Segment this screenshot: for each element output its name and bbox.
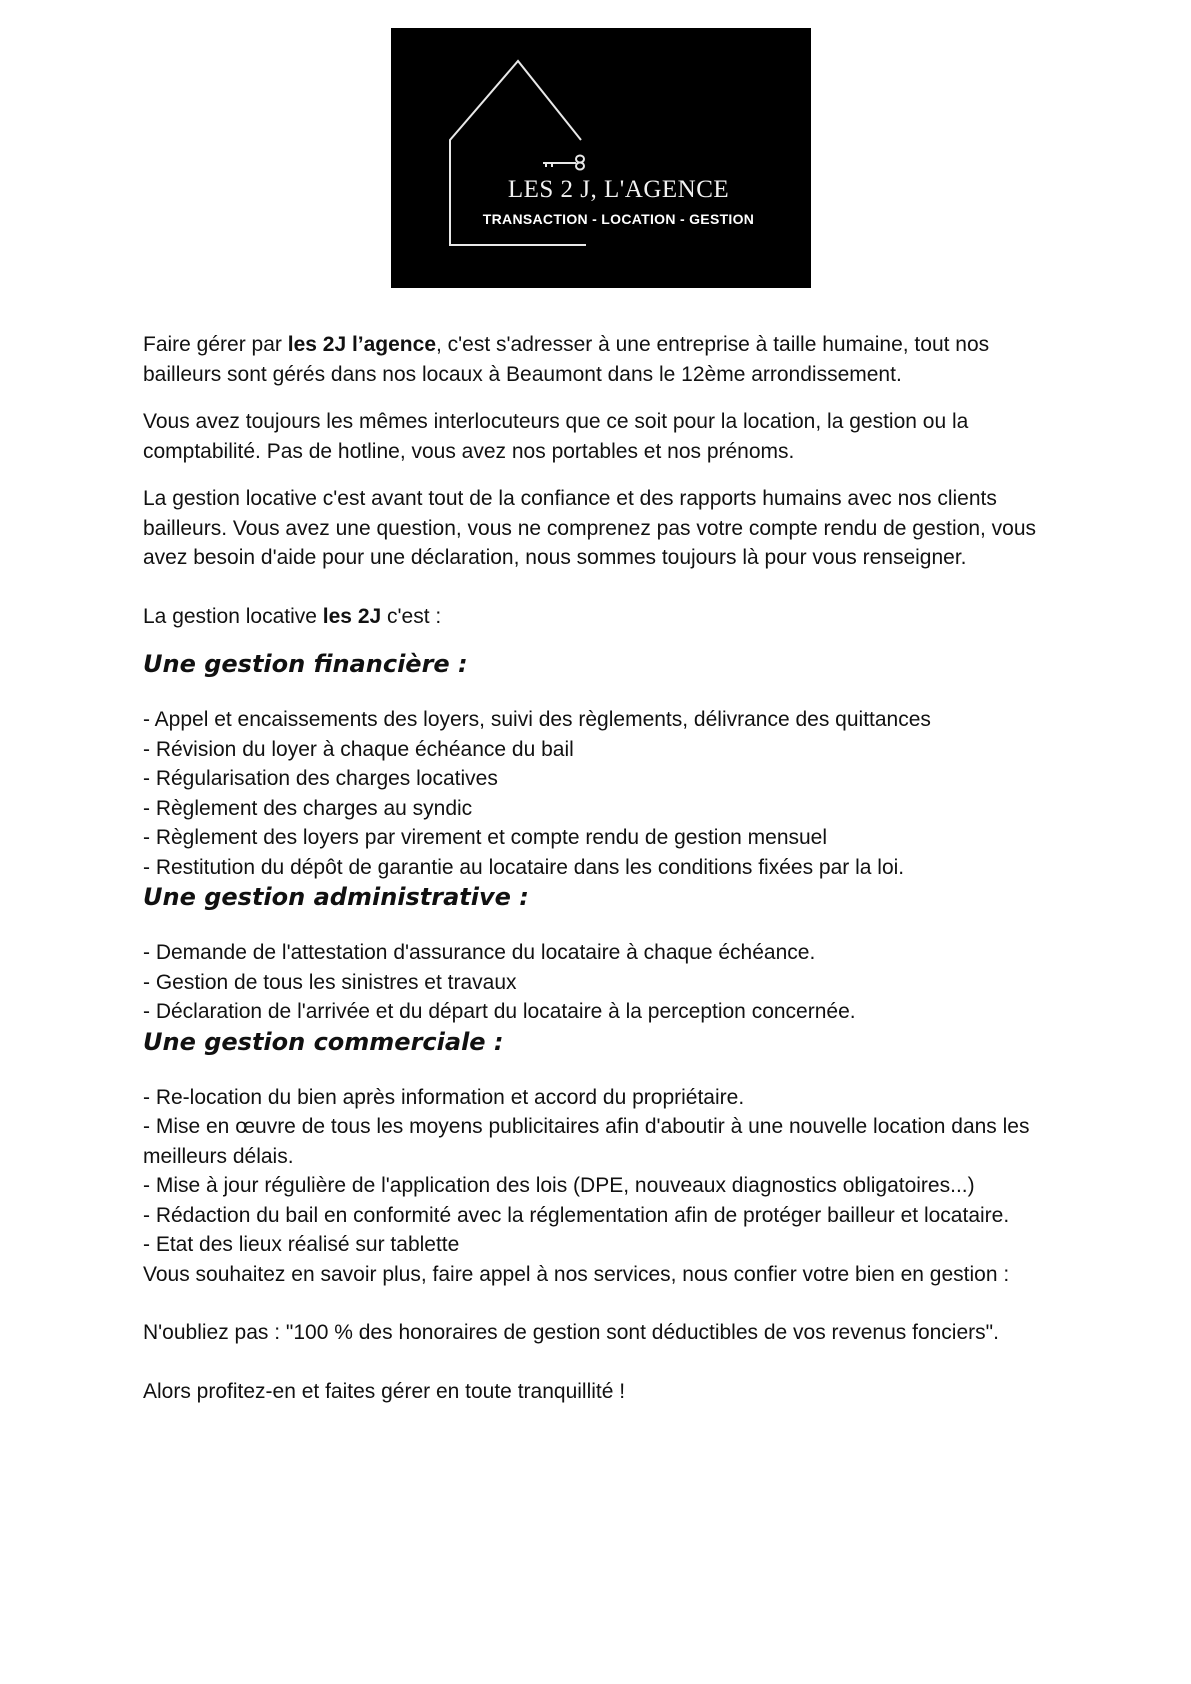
intro-text: Faire gérer par: [143, 333, 288, 356]
list-item: - Règlement des charges au syndic: [143, 796, 473, 820]
list-item: - Rédaction du bail en conformité avec la réglementation afin de protéger bailleur et locataire.: [143, 1203, 1010, 1227]
closing-section: [143, 1260, 1073, 1407]
list-item: - Régularisation des charges locatives: [143, 767, 498, 790]
lead-text: La gestion locative: [143, 604, 323, 628]
list-item: - Restitution du dépôt de garantie au locataire dans les conditions fixées par la loi.: [143, 855, 905, 879]
agency-logo: [391, 28, 811, 288]
list-gestion-administrative: [143, 938, 1073, 1027]
intro-text: , c'est s'adresser à une entreprise à taille humaine, tout nos bailleurs sont gérés dans nos locaux à Beaumont dans le 12ème arrondissement.: [143, 333, 990, 386]
intro-paragraph-2: Vous avez toujours les mêmes interlocuteurs que ce soit pour la location, la gestion ou la comptabilité. Pas de hotline, vous avez nos portables et nos prénoms.: [143, 410, 969, 463]
closing-paragraph-3: Alors profitez-en et faites gérer en toute tranquillité !: [143, 1379, 626, 1403]
lead-text: c'est :: [381, 604, 442, 628]
house-outline-icon: [391, 28, 811, 288]
list-item: - Révision du loyer à chaque échéance du bail: [143, 737, 574, 761]
list-item: - Etat des lieux réalisé sur tablette: [143, 1233, 460, 1256]
list-item: - Règlement des loyers par virement et compte rendu de gestion mensuel: [143, 826, 828, 849]
closing-paragraph-2: N'oubliez pas : "100 % des honoraires de gestion sont déductibles de vos revenus fonciers".: [143, 1321, 999, 1344]
closing-paragraph-1: Vous souhaitez en savoir plus, faire appel à nos services, nous confier votre bien en gestion :: [143, 1262, 1010, 1286]
heading-gestion-administrative: Une gestion administrative :: [143, 883, 529, 911]
logo-subtitle: TRANSACTION - LOCATION - GESTION: [482, 211, 755, 227]
list-item: - Appel et encaissements des loyers, suivi des règlements, délivrance des quittances: [143, 708, 931, 731]
list-gestion-financiere: [143, 705, 1073, 882]
list-item: - Demande de l'attestation d'assurance du locataire à chaque échéance.: [143, 941, 816, 964]
list-item: - Gestion de tous les sinistres et travaux: [143, 970, 517, 994]
intro-paragraph-1: [143, 330, 1073, 389]
list-item: - Mise en œuvre de tous les moyens publicitaires afin d'aboutir à une nouvelle location dans les meilleurs délais.: [143, 1115, 1030, 1168]
heading-gestion-financiere: Une gestion financière :: [143, 650, 468, 678]
lead-bold: les 2J: [322, 604, 382, 628]
intro-lead: [143, 602, 1073, 632]
list-gestion-commerciale: [143, 1083, 1073, 1260]
heading-gestion-commerciale: Une gestion commerciale :: [143, 1027, 504, 1056]
logo-title: LES 2 J, L'AGENCE: [507, 176, 730, 203]
list-item: - Déclaration de l'arrivée et du départ du locataire à la perception concernée.: [143, 1000, 856, 1023]
list-item: - Mise à jour régulière de l'application des lois (DPE, nouveaux diagnostics obligatoires...): [143, 1174, 975, 1197]
agency-name-bold: les 2J l’agence: [287, 333, 436, 356]
intro-paragraph-3: La gestion locative c'est avant tout de la confiance et des rapports humains avec nos clients bailleurs. Vous avez une question, vous ne comprenez pas votre compte rendu de gestion, vous avez besoin d'aide pour une déclaration, nous sommes toujours là pour vous renseigner.: [143, 487, 1037, 569]
list-item: - Re-location du bien après information et accord du propriétaire.: [143, 1085, 745, 1109]
document-body: [143, 330, 1073, 1435]
